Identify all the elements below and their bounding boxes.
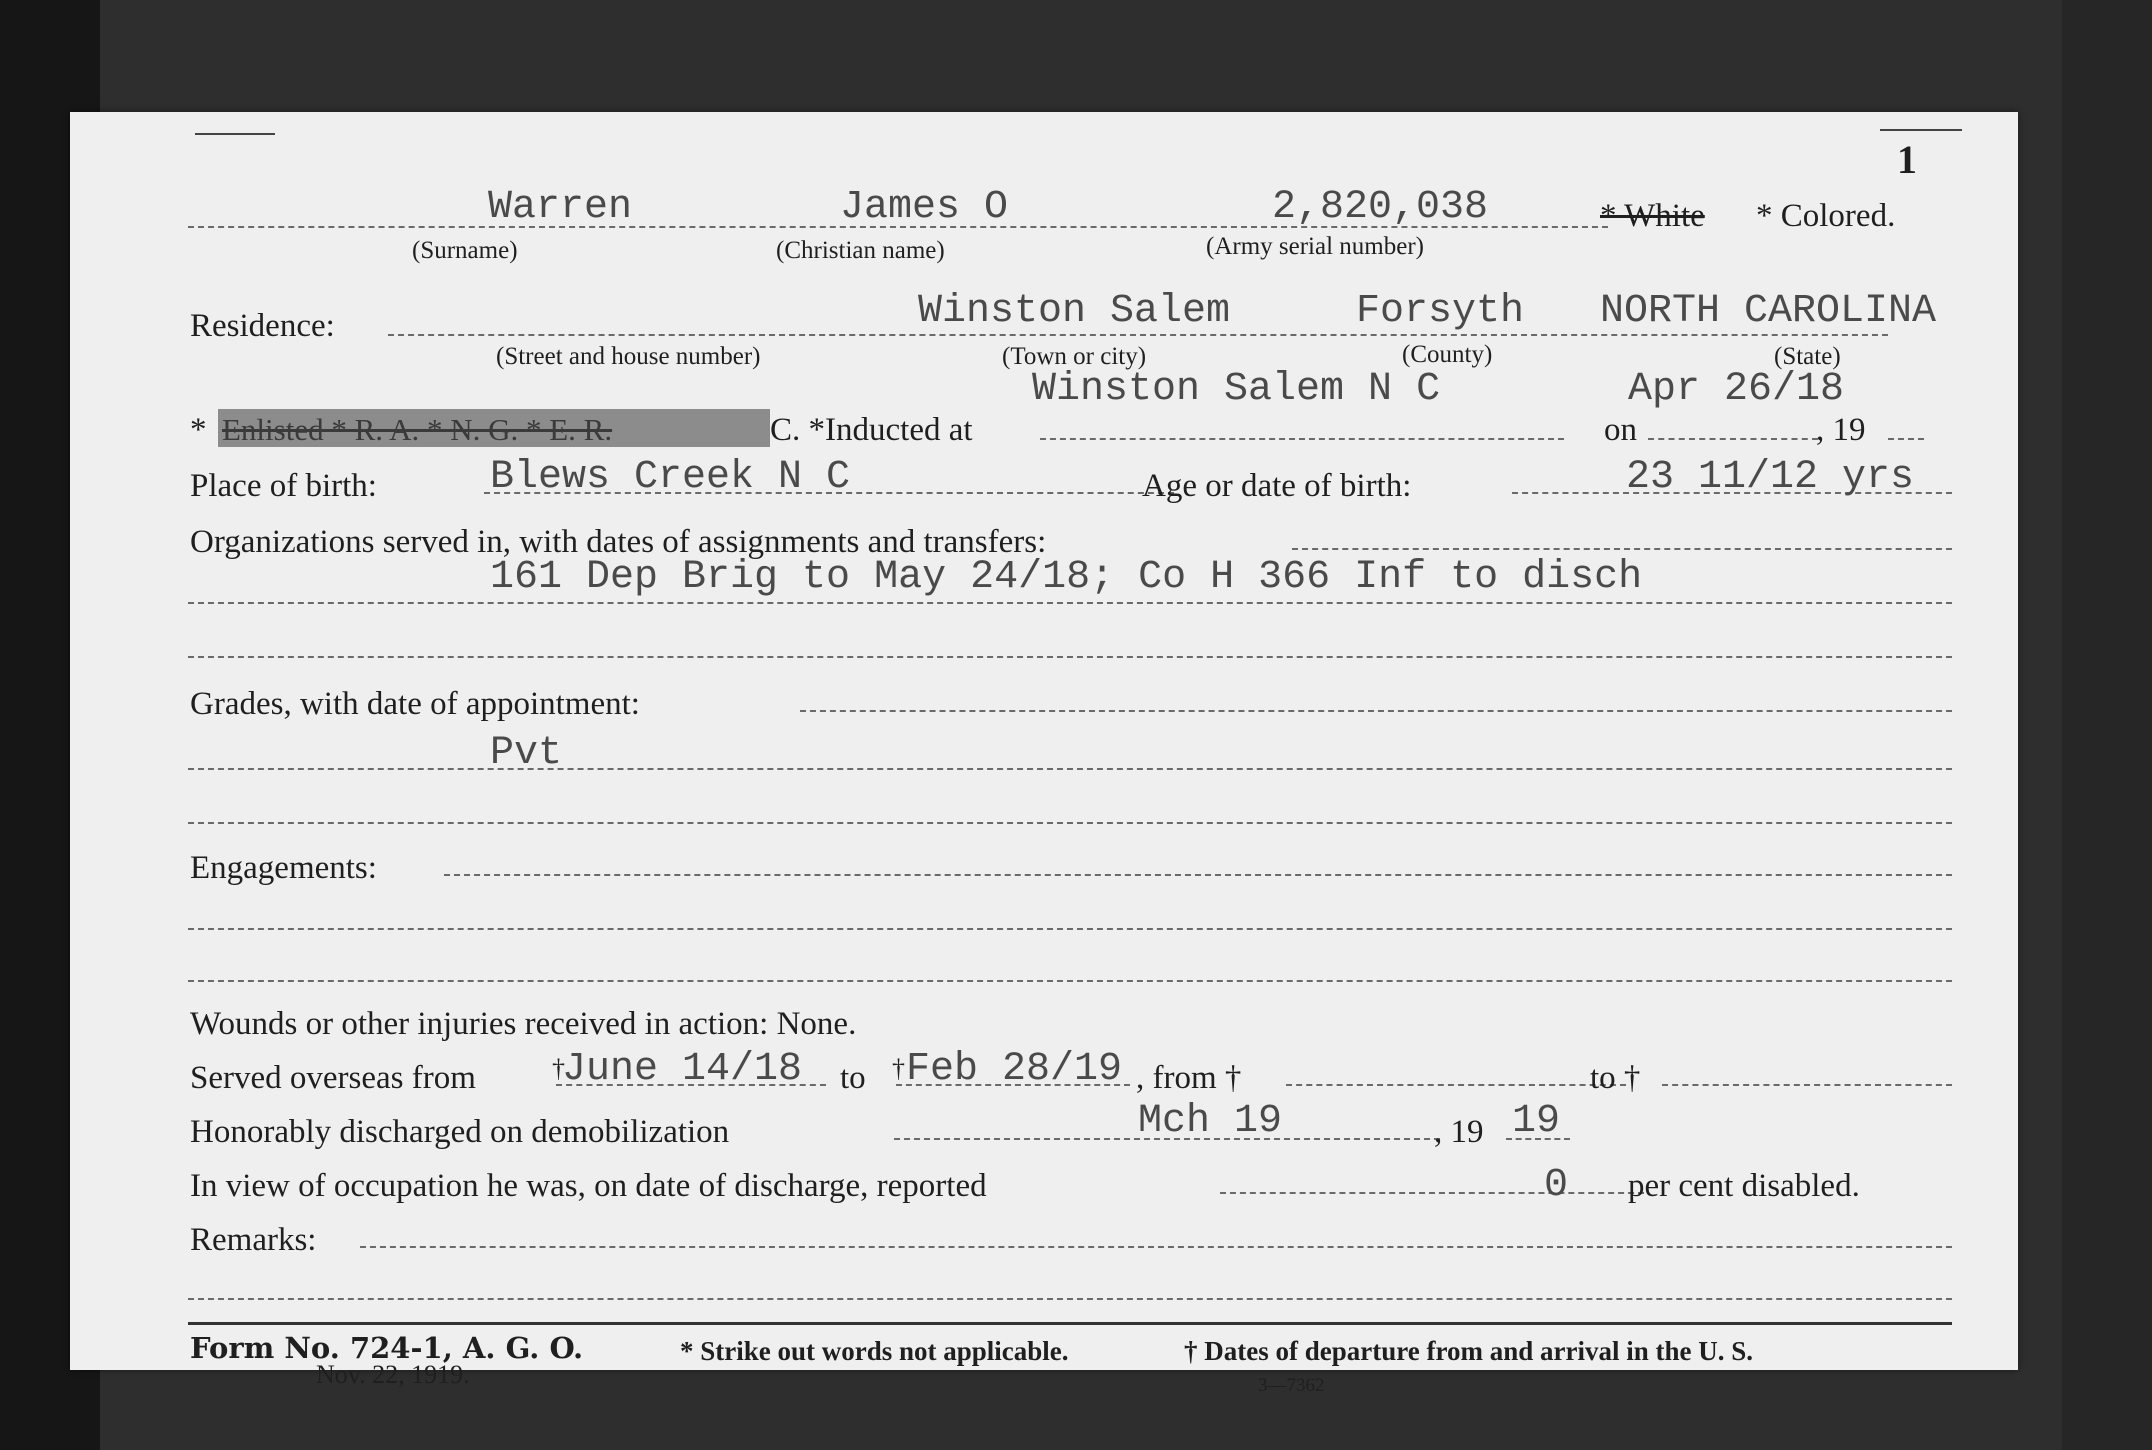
town-caption: (Town or city)	[1002, 343, 1147, 370]
army-serial-number-value: 2,820,038	[1272, 185, 1489, 230]
christian-name-caption: (Christian name)	[776, 237, 945, 264]
age-label: Age or date of birth:	[1142, 468, 1412, 504]
birth-place-value: Blews Creek N C	[490, 455, 851, 500]
dagger-note: † Dates of departure from and arrival in the U. S.	[1184, 1336, 1753, 1366]
scanner-background-right	[2062, 0, 2152, 1450]
disability-value: 0	[1544, 1163, 1569, 1208]
engagements-line-1	[444, 874, 1952, 876]
top-left-rule	[195, 133, 275, 135]
engagements-line-2	[188, 928, 1952, 930]
overseas-to2-line	[1662, 1084, 1952, 1086]
county-caption: (County)	[1402, 341, 1493, 368]
top-right-rule	[1880, 129, 1962, 131]
form-number: Form No. 724-1, A. G. O.	[190, 1331, 584, 1365]
grades-line-1	[800, 710, 1952, 712]
remarks-line-2	[188, 1298, 1952, 1300]
discharge-year-prefix: , 19	[1434, 1114, 1484, 1150]
induction-place-line	[1040, 438, 1564, 440]
disability-line	[1220, 1192, 1644, 1194]
surname-caption: (Surname)	[412, 237, 518, 264]
discharge-date-value: Mch 19	[1138, 1099, 1283, 1144]
card-number: 1	[1897, 137, 1917, 182]
inducted-at-label: C. *Inducted at	[770, 412, 973, 448]
overseas-from2-line	[1286, 1084, 1626, 1086]
overseas-to-label: to	[840, 1060, 866, 1096]
discharge-label: Honorably discharged on demobilization	[190, 1114, 730, 1150]
overseas-to-value: Feb 28/19	[906, 1047, 1123, 1092]
race-white-option: * White	[1600, 198, 1705, 234]
overseas-to-dagger: †	[892, 1054, 905, 1083]
induction-date-line	[1648, 438, 1818, 440]
christian-name-value: James O	[840, 185, 1009, 230]
remarks-line-1	[360, 1246, 1952, 1248]
residence-town-value: Winston Salem	[918, 289, 1231, 334]
form-date: Nov. 22, 1919.	[316, 1360, 470, 1389]
residence-line	[388, 334, 1888, 336]
grades-line-3	[188, 822, 1952, 824]
grades-value: Pvt	[490, 731, 563, 776]
residence-label: Residence:	[190, 308, 335, 344]
engagements-label: Engagements:	[190, 850, 377, 886]
footer-rule	[188, 1322, 1952, 1325]
disability-suffix: per cent disabled.	[1628, 1168, 1860, 1204]
engagements-line-3	[188, 980, 1952, 982]
street-caption: (Street and house number)	[496, 343, 761, 370]
overseas-from2-label: , from †	[1136, 1060, 1242, 1096]
induction-on-label: on	[1604, 412, 1637, 448]
race-colored-option: * Colored.	[1756, 198, 1896, 234]
overseas-label: Served overseas from	[190, 1060, 476, 1096]
disability-label: In view of occupation he was, on date of discharge, reported	[190, 1168, 987, 1204]
discharge-year-value: 19	[1512, 1099, 1561, 1144]
grades-line-2	[188, 768, 1952, 770]
residence-county-value: Forsyth	[1356, 289, 1525, 334]
state-caption: (State)	[1774, 343, 1841, 370]
wounds-label: Wounds or other injuries received in action: None.	[190, 1006, 857, 1042]
induction-place-value: Winston Salem N C	[1032, 367, 1441, 412]
induction-year-prefix: , 19	[1816, 412, 1866, 448]
residence-state-value: NORTH CAROLINA	[1600, 289, 1937, 334]
remarks-label: Remarks:	[190, 1222, 317, 1258]
overseas-from-value: June 14/18	[562, 1047, 803, 1092]
overseas-from-dagger: †	[552, 1054, 565, 1083]
induction-year-line	[1888, 438, 1924, 440]
print-code: 3—7362	[1258, 1375, 1325, 1396]
induction-date-value: Apr 26/18	[1628, 367, 1845, 412]
age-value: 23 11/12 yrs	[1626, 455, 1915, 500]
army-serial-caption: (Army serial number)	[1206, 233, 1424, 260]
service-record-card	[70, 112, 2018, 1396]
overseas-to2-label: to †	[1590, 1060, 1641, 1096]
induction-asterisk: *	[190, 412, 207, 448]
birth-place-label: Place of birth:	[190, 468, 377, 504]
organizations-line-1	[1292, 548, 1952, 550]
surname-value: Warren	[488, 185, 633, 230]
organizations-value: 161 Dep Brig to May 24/18; Co H 366 Inf to disch	[490, 555, 1643, 600]
grades-label: Grades, with date of appointment:	[190, 686, 640, 722]
strike-out-note: * Strike out words not applicable.	[680, 1336, 1069, 1366]
organizations-line-3	[188, 656, 1952, 658]
struck-enlistment-options: Enlisted * R. A. * N. G. * E. R.	[222, 412, 613, 447]
organizations-label: Organizations served in, with dates of assignments and transfers:	[190, 524, 1047, 560]
organizations-line-2	[188, 602, 1952, 604]
